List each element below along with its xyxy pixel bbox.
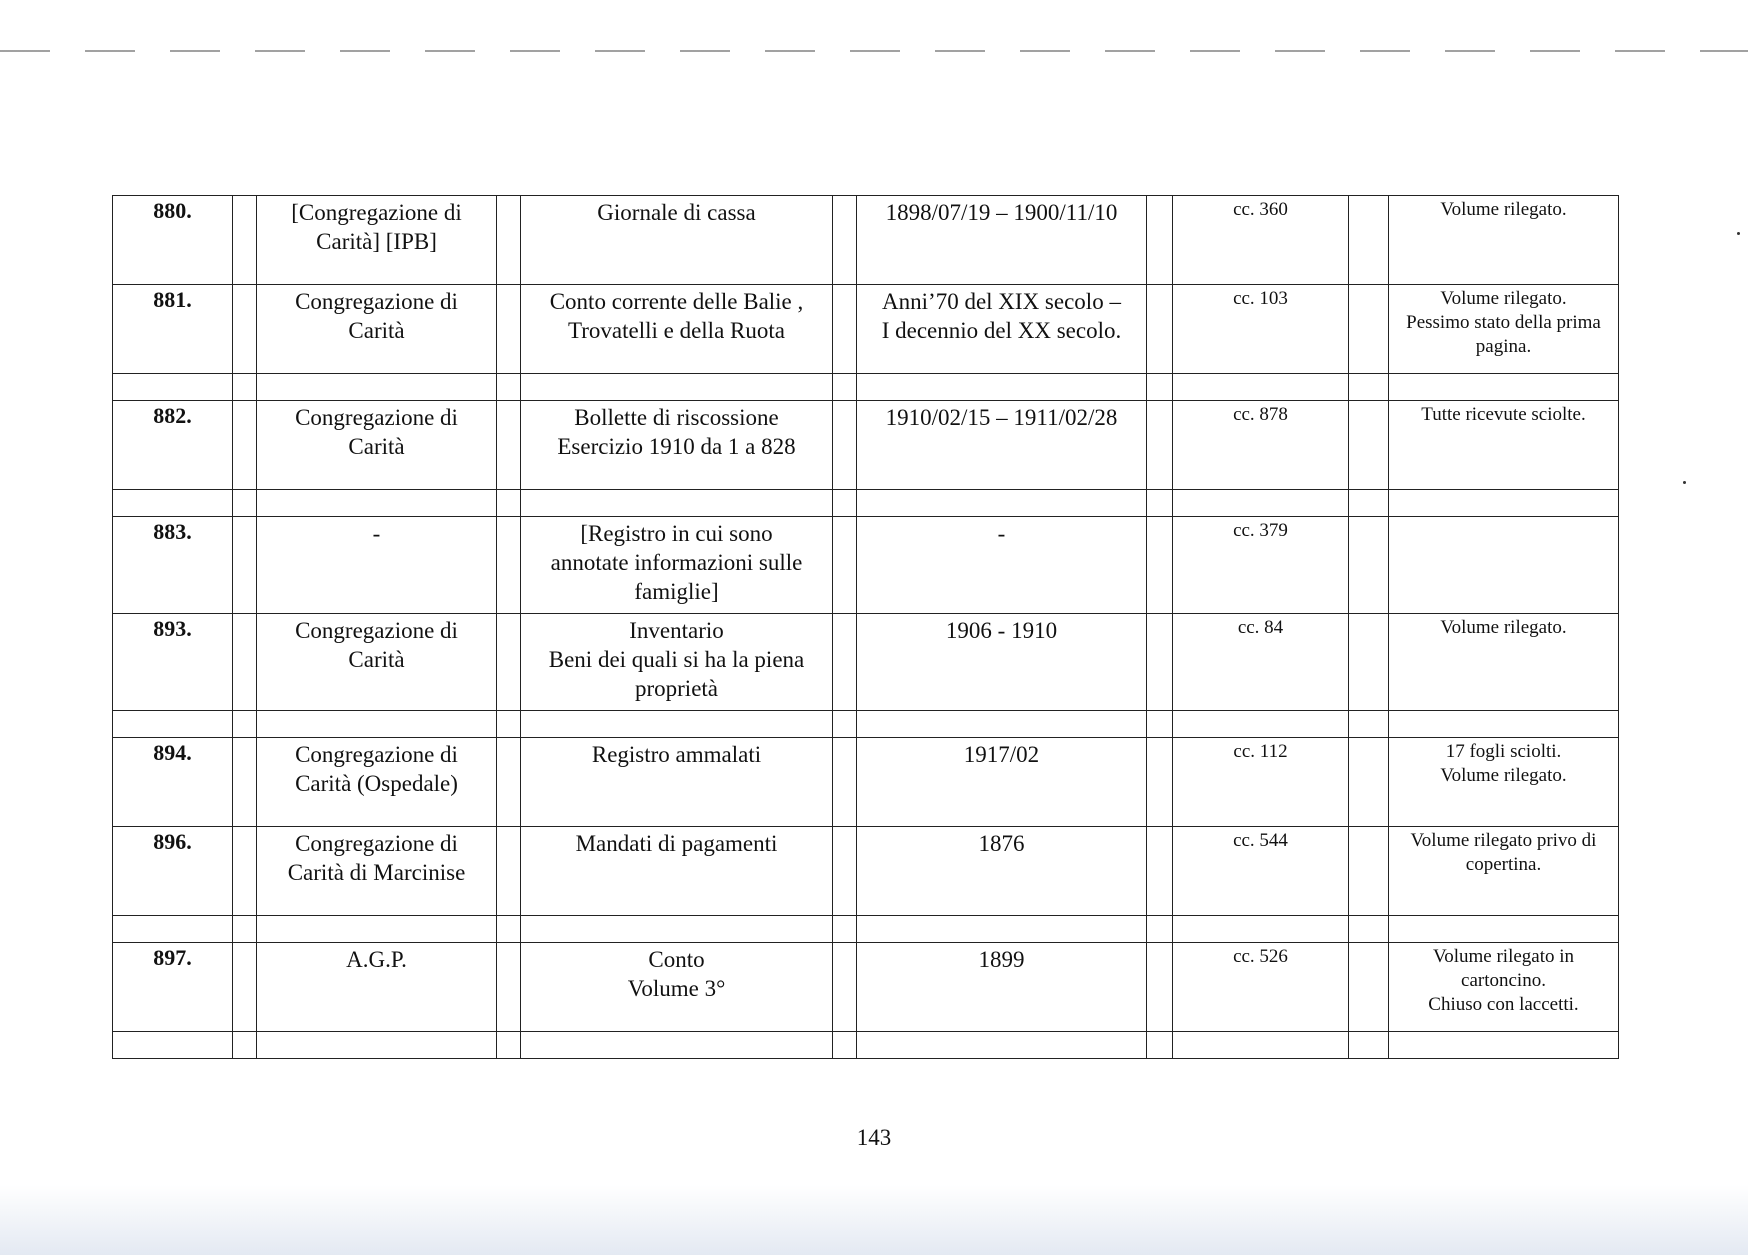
- entry-creator: [Congregazione di Carità] [IPB]: [257, 196, 497, 285]
- entry-extent: cc. 526: [1173, 943, 1349, 1032]
- entry-extent: cc. 84: [1173, 614, 1349, 711]
- separator-cell: [1349, 285, 1389, 374]
- entry-notes: Volume rilegato. Pessimo stato della prima pagina.: [1389, 285, 1619, 374]
- table-row: [113, 196, 1619, 285]
- table-row: [113, 517, 1619, 614]
- entry-creator: A.G.P.: [257, 943, 497, 1032]
- entry-number: 896.: [113, 827, 233, 916]
- separator-cell: [233, 196, 257, 285]
- separator-cell: [1349, 196, 1389, 285]
- separator-cell: [1349, 943, 1389, 1032]
- scan-speck: [1737, 232, 1740, 235]
- entry-number: 897.: [113, 943, 233, 1032]
- entry-notes: Volume rilegato in cartoncino. Chiuso con laccetti.: [1389, 943, 1619, 1032]
- separator-cell: [233, 614, 257, 711]
- scan-speck: [1683, 481, 1686, 484]
- entry-creator: Congregazione di Carità (Ospedale): [257, 738, 497, 827]
- entry-title: Registro ammalati: [521, 738, 833, 827]
- separator-cell: [497, 285, 521, 374]
- separator-cell: [1349, 401, 1389, 490]
- entry-creator: Congregazione di Carità di Marcinise: [257, 827, 497, 916]
- entry-creator: Congregazione di Carità: [257, 401, 497, 490]
- separator-cell: [233, 943, 257, 1032]
- separator-cell: [497, 196, 521, 285]
- entry-date: 1910/02/15 – 1911/02/28: [857, 401, 1147, 490]
- separator-cell: [1349, 738, 1389, 827]
- entry-title: Inventario Beni dei quali si ha la piena proprietà: [521, 614, 833, 711]
- entry-creator: Congregazione di Carità: [257, 285, 497, 374]
- table-row: [113, 401, 1619, 490]
- entry-title: Bollette di riscossione Esercizio 1910 da 1 a 828: [521, 401, 833, 490]
- separator-cell: [1147, 827, 1173, 916]
- entry-number: 880.: [113, 196, 233, 285]
- spacer-row: [113, 711, 1619, 738]
- separator-cell: [833, 401, 857, 490]
- spacer-row: [113, 490, 1619, 517]
- entry-title: Conto Volume 3°: [521, 943, 833, 1032]
- separator-cell: [833, 943, 857, 1032]
- separator-cell: [1349, 614, 1389, 711]
- separator-cell: [833, 827, 857, 916]
- entry-date: 1876: [857, 827, 1147, 916]
- header-dashed-rule: [0, 50, 1748, 52]
- entry-number: 881.: [113, 285, 233, 374]
- separator-cell: [497, 827, 521, 916]
- separator-cell: [1147, 517, 1173, 614]
- separator-cell: [497, 943, 521, 1032]
- entry-number: 893.: [113, 614, 233, 711]
- entry-date: -: [857, 517, 1147, 614]
- entry-extent: cc. 112: [1173, 738, 1349, 827]
- scan-edge-shadow: [0, 1185, 1748, 1255]
- separator-cell: [1147, 738, 1173, 827]
- separator-cell: [233, 827, 257, 916]
- separator-cell: [233, 517, 257, 614]
- entry-notes: Tutte ricevute sciolte.: [1389, 401, 1619, 490]
- table-row: [113, 827, 1619, 916]
- entry-extent: cc. 878: [1173, 401, 1349, 490]
- separator-cell: [833, 517, 857, 614]
- table-row: [113, 285, 1619, 374]
- entry-number: 882.: [113, 401, 233, 490]
- spacer-row: [113, 374, 1619, 401]
- table-row: [113, 738, 1619, 827]
- separator-cell: [233, 401, 257, 490]
- separator-cell: [833, 196, 857, 285]
- entry-date: 1899: [857, 943, 1147, 1032]
- entry-extent: cc. 379: [1173, 517, 1349, 614]
- entry-number: 894.: [113, 738, 233, 827]
- page-number: 143: [856, 1125, 892, 1150]
- entry-title: Mandati di pagamenti: [521, 827, 833, 916]
- table-row: [113, 614, 1619, 711]
- entry-date: 1898/07/19 – 1900/11/10: [857, 196, 1147, 285]
- entry-notes: Volume rilegato.: [1389, 614, 1619, 711]
- entry-extent: cc. 544: [1173, 827, 1349, 916]
- separator-cell: [1349, 827, 1389, 916]
- entry-number: 883.: [113, 517, 233, 614]
- entry-notes: [1389, 517, 1619, 614]
- separator-cell: [1147, 401, 1173, 490]
- separator-cell: [1349, 517, 1389, 614]
- separator-cell: [497, 738, 521, 827]
- entry-notes: Volume rilegato privo di copertina.: [1389, 827, 1619, 916]
- separator-cell: [233, 285, 257, 374]
- entry-creator: -: [257, 517, 497, 614]
- entry-date: 1917/02: [857, 738, 1147, 827]
- separator-cell: [233, 738, 257, 827]
- entry-title: Conto corrente delle Balie , Trovatelli e della Ruota: [521, 285, 833, 374]
- separator-cell: [497, 614, 521, 711]
- separator-cell: [833, 614, 857, 711]
- entry-notes: Volume rilegato.: [1389, 196, 1619, 285]
- entry-title: Giornale di cassa: [521, 196, 833, 285]
- entry-extent: cc. 103: [1173, 285, 1349, 374]
- spacer-row: [113, 1032, 1619, 1059]
- separator-cell: [833, 285, 857, 374]
- separator-cell: [833, 738, 857, 827]
- entry-creator: Congregazione di Carità: [257, 614, 497, 711]
- entry-extent: cc. 360: [1173, 196, 1349, 285]
- separator-cell: [1147, 614, 1173, 711]
- table-row: [113, 943, 1619, 1032]
- entry-date: 1906 - 1910: [857, 614, 1147, 711]
- entry-title: [Registro in cui sono annotate informazioni sulle famiglie]: [521, 517, 833, 614]
- separator-cell: [1147, 196, 1173, 285]
- separator-cell: [1147, 943, 1173, 1032]
- separator-cell: [497, 401, 521, 490]
- entry-date: Anni’70 del XIX secolo – I decennio del XX secolo.: [857, 285, 1147, 374]
- separator-cell: [497, 517, 521, 614]
- separator-cell: [1147, 285, 1173, 374]
- inventory-table: [112, 195, 1619, 1059]
- entry-notes: 17 fogli sciolti. Volume rilegato.: [1389, 738, 1619, 827]
- spacer-row: [113, 916, 1619, 943]
